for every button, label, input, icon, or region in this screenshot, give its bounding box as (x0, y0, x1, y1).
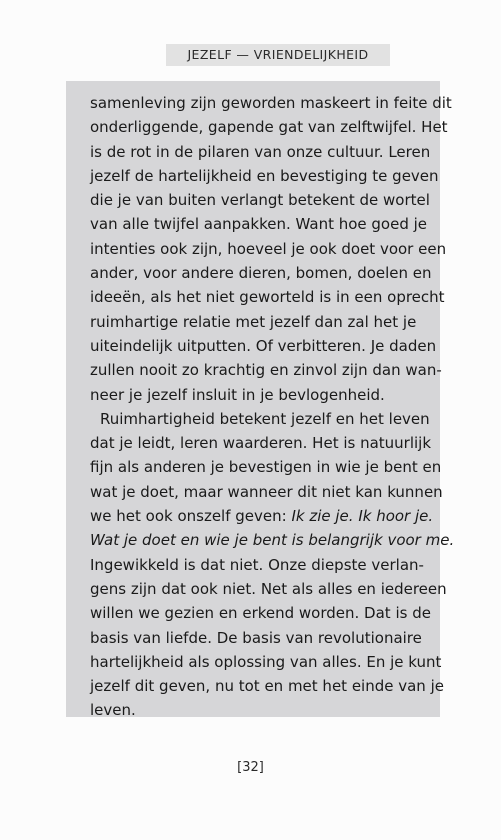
text-line (90, 650, 442, 674)
text-line-content: die je van buiten verlangt betekent de wortel (90, 191, 430, 210)
text-line (90, 188, 430, 212)
text-line (90, 334, 437, 358)
text-line-content: zullen nooit zo krachtig en zinvol zijn dan wan- (90, 361, 442, 380)
text-line-content: uiteindelijk uitputten. Of verbitteren. Je daden (90, 336, 437, 355)
text-line-content: jezelf de hartelijkheid en bevestiging te geven (90, 166, 439, 185)
text-line-content: Ruimhartigheid betekent jezelf en het leven (100, 409, 430, 428)
text-line (90, 528, 455, 552)
text-line (90, 553, 430, 577)
text-line-content: dat je leidt, leren waarderen. Het is natuurlijk (90, 434, 432, 453)
text-line (90, 164, 439, 188)
text-line (90, 626, 430, 650)
text-line (90, 480, 443, 504)
text-line-content: neer je jezelf insluit in je bevlogenheid. (90, 385, 385, 404)
text-line (90, 115, 448, 139)
text-line (90, 261, 430, 285)
text-line-content: samenleving zijn geworden maskeert in feite dit (90, 94, 452, 112)
text-line-content: gens zijn dat ook niet. Net als alles en iedereen (90, 579, 447, 598)
text-line (90, 358, 442, 382)
text-line (90, 91, 452, 115)
text-line (90, 237, 447, 261)
text-line-content: wat je doet, maar wanneer dit niet kan kunnen (90, 482, 443, 501)
text-line-content: Ingewikkeld is dat niet. Onze diepste verlan- (90, 555, 424, 574)
text-line (90, 601, 430, 625)
text-line (90, 140, 430, 164)
text-line-content: leven. (90, 701, 136, 720)
text-line (90, 674, 444, 698)
highlighted-text-block (66, 81, 455, 720)
text-line (90, 285, 445, 309)
text-line-content: onderliggende, gapende gat van zelftwijfel. Het (90, 118, 448, 137)
text-line-content: willen we gezien en erkend worden. Dat is de (90, 604, 431, 623)
text-line-content: hartelijkheid als oplossing van alles. En je kunt (90, 652, 442, 671)
text-line (90, 577, 447, 601)
text-line-content: is de rot in de pilaren van onze cultuur. Leren (90, 142, 431, 161)
text-line-content: ruimhartige relatie met jezelf dan zal het je (90, 312, 417, 331)
text-line-content: we het ook onszelf geven: (90, 507, 292, 526)
text-line-content: intenties ook zijn, hoeveel je ook doet voor een (90, 239, 447, 258)
text-line-content: ander, voor andere dieren, bomen, doelen en (90, 264, 432, 283)
text-line (90, 407, 430, 431)
text-line-content: fijn als anderen je bevestigen in wie je bent en (90, 458, 442, 477)
text-line (90, 310, 430, 334)
text-line-content: basis van liefde. De basis van revolutionaire (90, 628, 422, 647)
text-line (90, 455, 442, 479)
text-line-content: van alle twijfel aanpakken. Want hoe goed je (90, 215, 428, 234)
text-line-content: ideeën, als het niet geworteld is in een oprecht (90, 288, 445, 307)
text-line (90, 698, 430, 722)
text-line (90, 212, 430, 236)
text-line-content: Wat je doet en wie je bent is belangrijk voor me. (90, 531, 455, 550)
text-line (90, 383, 430, 407)
text-line-content: jezelf dit geven, nu tot en met het einde van je (90, 677, 444, 696)
text-line (90, 504, 434, 528)
body-text (90, 91, 455, 723)
page-number: [32] (237, 760, 264, 775)
text-line-italic: Ik zie je. Ik hoor je. (291, 507, 434, 526)
running-header: JEZELF — VRIENDELIJKHEID (166, 44, 390, 66)
text-line (90, 431, 430, 455)
